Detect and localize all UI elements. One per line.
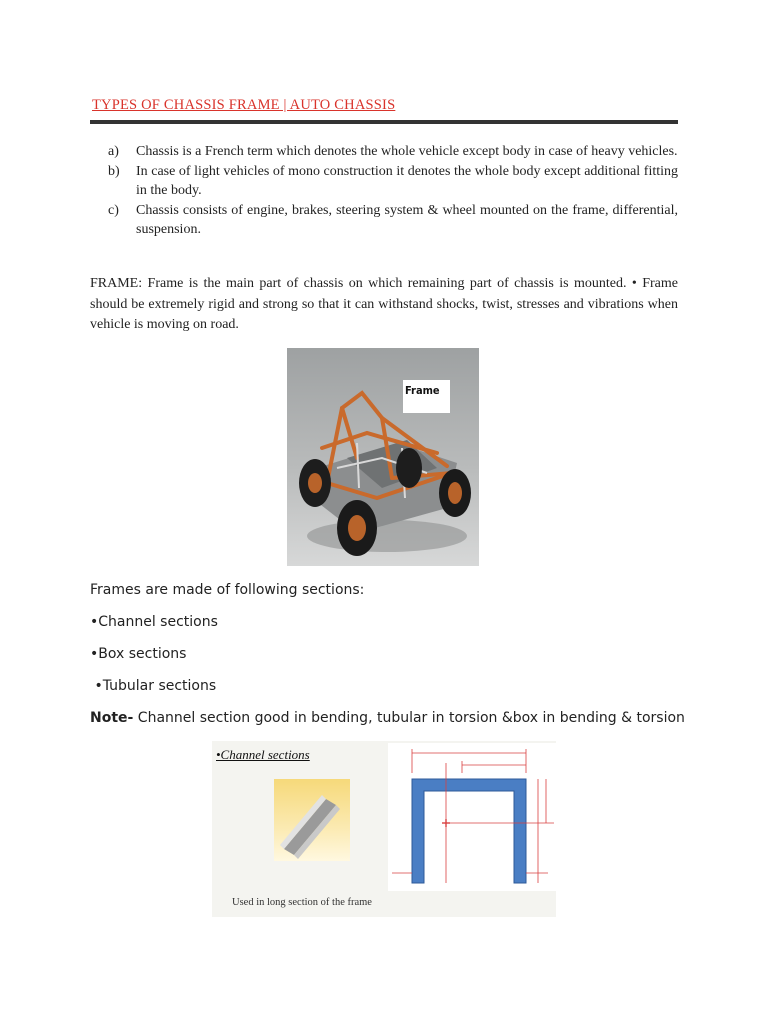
list-text: In case of light vehicles of mono construction it denotes the whole body except additional fitting in the body. (136, 163, 678, 198)
note-line (90, 710, 685, 726)
channel-bar-icon (274, 779, 350, 861)
list-marker: a) (108, 144, 119, 159)
page-title: TYPES OF CHASSIS FRAME | AUTO CHASSIS (92, 97, 396, 113)
list-item (108, 142, 678, 162)
definition-list (108, 142, 678, 240)
chassis-frame-photo (287, 348, 479, 566)
list-text: Chassis is a French term which denotes the whole vehicle except body in case of heavy vehicles. (136, 144, 678, 159)
section-item-box: •Box sections (90, 646, 187, 662)
list-item (108, 201, 678, 240)
channel-section-figure (212, 741, 556, 917)
channel-photo (274, 779, 350, 861)
figure-heading: •Channel sections (216, 747, 310, 762)
frame-label: Frame (403, 380, 450, 413)
title-divider (90, 120, 678, 124)
channel-cross-section-diagram (388, 743, 556, 891)
figure-caption: Used in long section of the frame (232, 897, 372, 908)
note-label: Note- (90, 710, 134, 726)
chassis-illustration (287, 348, 479, 566)
list-item (108, 162, 678, 201)
list-marker: b) (108, 163, 120, 179)
note-text: Channel section good in bending, tubular in torsion &box in bending & torsion (133, 710, 685, 726)
list-marker: c) (108, 202, 119, 218)
sections-intro: Frames are made of following sections: (90, 582, 365, 598)
wheel-front-left (299, 459, 331, 507)
section-item-tubular: •Tubular sections (90, 678, 217, 694)
list-text: Chassis consists of engine, brakes, steering system & wheel mounted on the frame, differential, suspension. (136, 202, 678, 237)
frame-paragraph: FRAME: Frame is the main part of chassis on which remaining part of chassis is mounted. • Frame should be extremely rigid and strong so that it can withstand shocks, twist, stresses and vibrations when vehicle is moving on road. (90, 276, 678, 332)
section-item-channel: •Channel sections (90, 614, 218, 630)
